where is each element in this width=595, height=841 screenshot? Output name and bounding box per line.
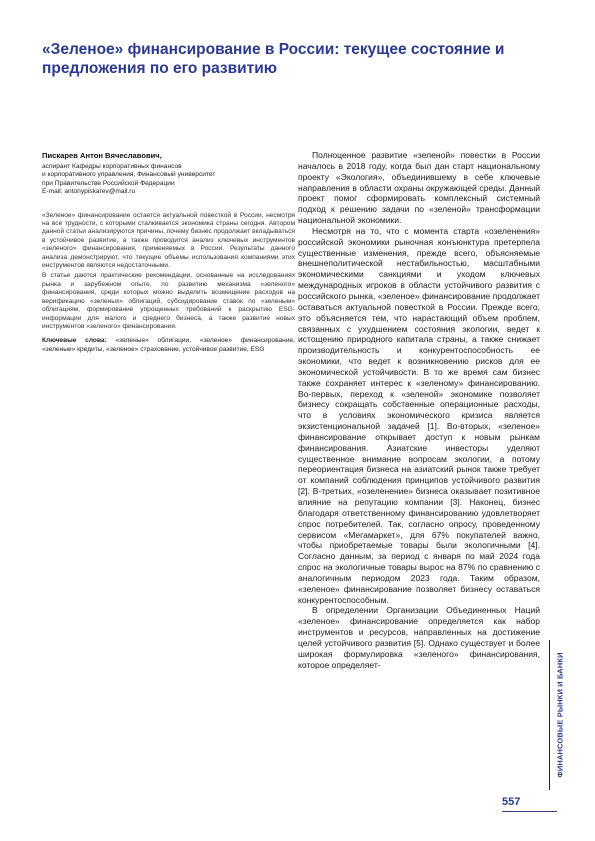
author-abstract-column bbox=[42, 151, 295, 354]
abstract-paragraph: «Зеленое» финансирование остается актуальной повесткой в России, несмотря на все трудности, с которыми сталкивается экономика страны сегодня. Автором данной статьи анализируются причины, почему бизнес продолжает вкладываться в устойчивое развитие, а также проводится анализ ключевых инструментов «зеленого» финансирования, применяемых в России. Результаты данного анализа демонстрируют, что текущие объемы использования компаниями этих инструментов являются недостаточными. bbox=[42, 211, 295, 270]
page-number-rule bbox=[502, 811, 557, 812]
author-affiliation-line: при Правительстве Российской Федерации bbox=[42, 179, 175, 187]
body-paragraph: Несмотря на то, что с момента старта «озеленения» российской экономики рыночная конъюнктура претерпела существенные изменения, прежде всего, объясняемые внешнеполитической нестабильностью, масштабными экономическими санкциями и уходом ключевых международных игроков в области устойчивого развития с российского рынка, «зеленое» финансирование продолжает оставаться актуальной повесткой в России. Прежде всего, это объясняется тем, что нарастающий объем проблем, связанных с ухудшением состояния экологии, ведет к истощению природного капитала страны, а также снижает производительность и конкурентоспособность ее экономики, что ведет к возникновению рисков для ее экономической устойчивости. В то же время сам бизнес также сохраняет интерес к «зеленому» финансированию. Во-первых, переход к «зеленой» экономике позволяет бизнесу сокращать собственные операционные расходы, что в условиях экономического кризиса является экзистенциональной задачей [1]. Во-вторых, «зеленое» финансирование открывает доступ к новым рынкам финансирования. Азиатские инвесторы уделяют существенное внимание вопросам экологии, а потому переориентация бизнеса на азиатский рынок также требует от компаний соблюдения принципов устойчивого развития [2]. В-третьих, «озеленение» бизнеса оказывает позитивное влияние на репутацию компании [3]. Наконец, бизнес благодаря ответственному финансированию удовлетворяет спрос потребителей. Так, согласно опросу, проведенному сервисом «Мегамаркет», для 67% покупателей важно, чтобы приобретаемые товары были экологичными [4]. Согласно данным, за период с января по май 2024 года спрос на экологичные товары вырос на 87% по сравнению с аналогичным периодом 2023 года. Таким образом, «зеленое» финансирование позволяет бизнесу оставаться конкурентоспособным. bbox=[298, 225, 540, 605]
author-name: Пискарев Антон Вячеславович, bbox=[42, 151, 162, 160]
abstract-paragraph: В статье даются практические рекомендации, основанные на исследованиях рынка и зарубежном опыте, по развитию механизма «зеленого» финансирования, среди которых можно выделить возмещение расходов на верификацию «зеленых» облигаций, субсидирование ставок по «зеленым» облигациям, формирование упрощенных требований к раскрытию ESG-информации для малого и среднего бизнеса, а также развитие новых инструментов «зеленого» финансирования. bbox=[42, 272, 295, 330]
keywords bbox=[42, 337, 295, 354]
author-affiliation-line: и корпоративного управления, Финансовый университет bbox=[42, 171, 216, 179]
author-email: E-mail: antonypiskarev@mail.ru bbox=[42, 188, 136, 196]
article-title: «Зеленое» финансирование в России: текущее состояние и предложения по его развитию bbox=[42, 41, 505, 77]
keywords-text: «зеленые» облигации, «зеленое» финансирование, «зеленые» кредиты, «зеленое» страхование, устойчивое развитие, ESG bbox=[42, 337, 295, 353]
author-block bbox=[42, 151, 295, 197]
page-number: 557 bbox=[502, 796, 521, 808]
abstract bbox=[42, 212, 295, 332]
body-paragraph: В определении Организации Объединенных Наций «зеленое» финансирование определяется как набор инструментов и ресурсов, направленных на достижение целей устойчивого развития [5]. Однако существует и более широкая формулировка «зеленого» финансирования, которое определяет- bbox=[298, 605, 540, 670]
section-tab-label: ФИНАНСОВЫЕ РЫНКИ И БАНКИ bbox=[555, 652, 565, 778]
keywords-label: Ключевые слова: bbox=[42, 337, 107, 345]
author-affiliation-line: аспирант Кафедры корпоративных финансов bbox=[42, 163, 182, 170]
body-paragraph: Полноценное развитие «зеленой» повестки в России началось в 2018 году, когда был дан старт национальному проекту «Экология», объединившему в себе ключевые направления в области охраны окружающей среды. Данный проект помог сформировать комплексный системный подход к решению задачи по «зеленой» трансформации национальной экономики. bbox=[298, 150, 540, 226]
article-body bbox=[298, 150, 540, 671]
